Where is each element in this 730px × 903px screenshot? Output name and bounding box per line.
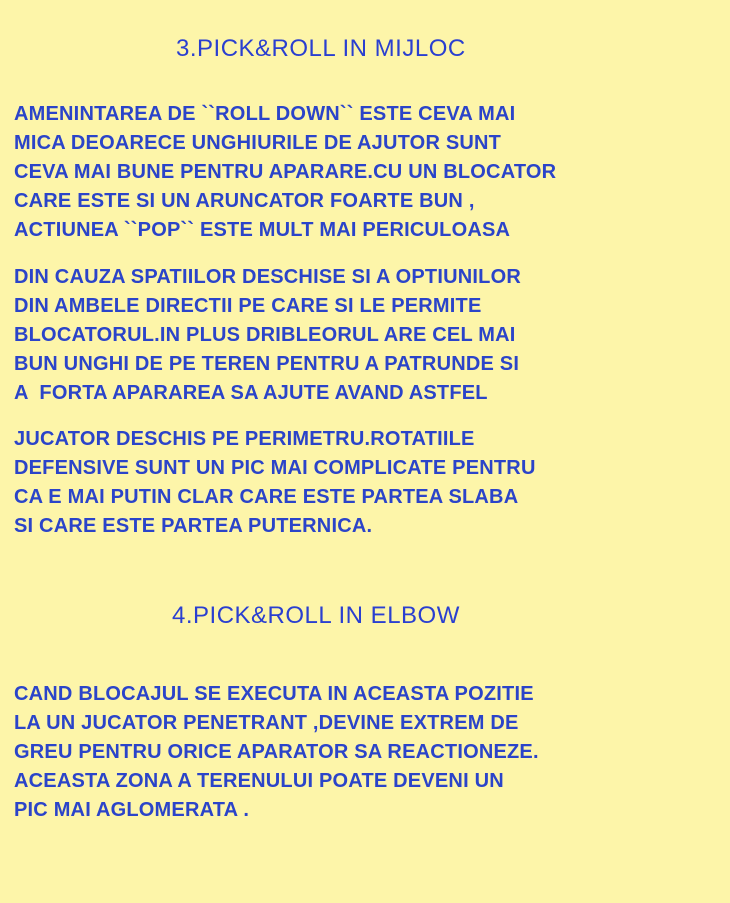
text-line: CARE ESTE SI UN ARUNCATOR FOARTE BUN , [14, 190, 475, 212]
section-3-paragraph-3 [14, 425, 536, 541]
text-line: AMENINTAREA DE ``ROLL DOWN`` ESTE CEVA MAI [14, 103, 516, 125]
section-4-paragraph-1 [14, 680, 539, 825]
text-line: BUN UNGHI DE PE TEREN PENTRU A PATRUNDE SI [14, 353, 520, 375]
text-line: ACTIUNEA ``POP`` ESTE MULT MAI PERICULOASA [14, 219, 511, 241]
text-line: CAND BLOCAJUL SE EXECUTA IN ACEASTA POZITIE [14, 683, 534, 705]
text-line: PIC MAI AGLOMERATA . [14, 799, 250, 821]
text-line: LA UN JUCATOR PENETRANT ,DEVINE EXTREM DE [14, 712, 519, 734]
text-line: DEFENSIVE SUNT UN PIC MAI COMPLICATE PENTRU [14, 457, 536, 479]
text-line: SI CARE ESTE PARTEA PUTERNICA. [14, 515, 373, 537]
text-line: A FORTA APARAREA SA AJUTE AVAND ASTFEL [14, 382, 488, 404]
text-line: GREU PENTRU ORICE APARATOR SA REACTIONEZE. [14, 741, 539, 763]
text-line: DIN AMBELE DIRECTII PE CARE SI LE PERMITE [14, 295, 482, 317]
text-line: CEVA MAI BUNE PENTRU APARARE.CU UN BLOCATOR [14, 161, 557, 183]
text-line: ACEASTA ZONA A TERENULUI POATE DEVENI UN [14, 770, 504, 792]
text-line: DIN CAUZA SPATIILOR DESCHISE SI A OPTIUNILOR [14, 266, 521, 288]
section-3-paragraph-2 [14, 263, 521, 408]
section-3-paragraph-1 [14, 100, 556, 245]
text-line: BLOCATORUL.IN PLUS DRIBLEORUL ARE CEL MAI [14, 324, 516, 346]
section-4-heading: 4.PICK&ROLL IN ELBOW [172, 602, 460, 629]
text-line: JUCATOR DESCHIS PE PERIMETRU.ROTATIILE [14, 428, 475, 450]
text-line: CA E MAI PUTIN CLAR CARE ESTE PARTEA SLABA [14, 486, 519, 508]
text-line: MICA DEOARECE UNGHIURILE DE AJUTOR SUNT [14, 132, 502, 154]
section-3-heading: 3.PICK&ROLL IN MIJLOC [176, 35, 466, 62]
